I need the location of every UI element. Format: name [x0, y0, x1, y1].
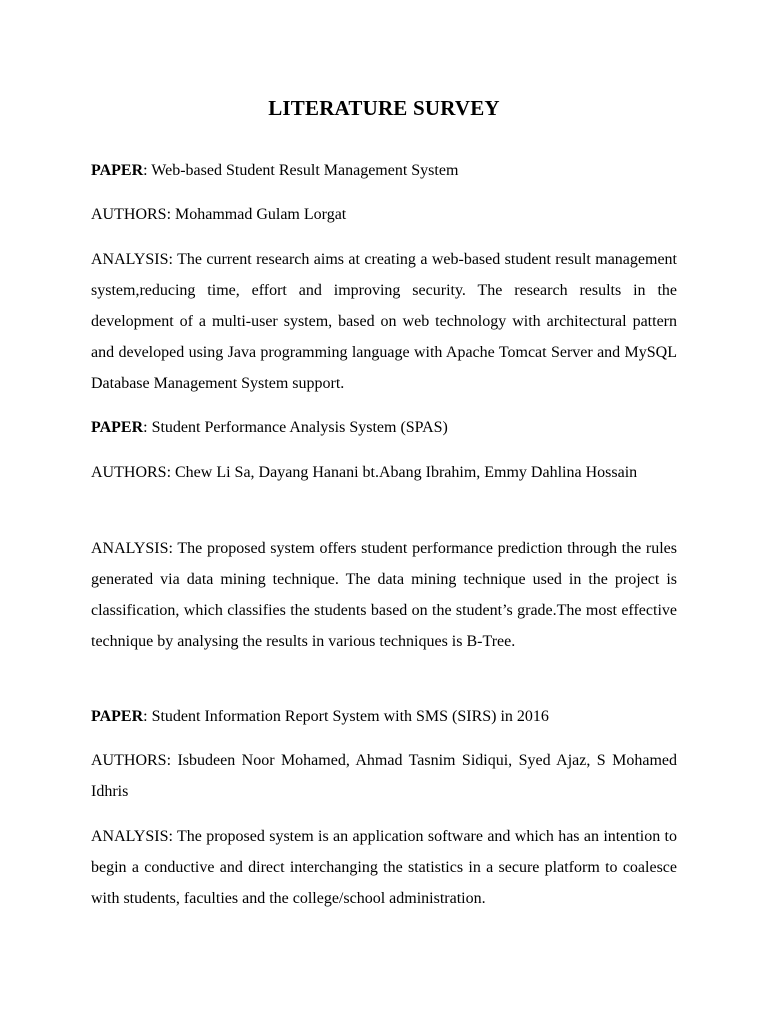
paper-line	[91, 412, 677, 443]
analysis-paragraph: ANALYSIS: The proposed system is an application software and which has an intention to begin a conductive and direct interchanging the statistics in a secure platform to coalesce with students, faculties and the college/school administration.	[91, 828, 677, 907]
paper-line	[91, 155, 677, 186]
analysis-paragraph: ANALYSIS: The current research aims at creating a web-based student result management system,reducing time, effort and improving security. The research results in the development of a multi-user system, based on web technology with architectural pattern and developed using Java programming language with Apache Tomcat Server and MySQL Database Management System support.	[91, 251, 677, 392]
page-title: LITERATURE SURVEY	[268, 96, 500, 120]
authors-line: AUTHORS: Mohammad Gulam Lorgat	[91, 206, 347, 223]
paper-label: PAPER	[91, 708, 144, 725]
paper-title: : Student Performance Analysis System (SPAS)	[143, 419, 448, 436]
authors-line: AUTHORS: Isbudeen Noor Mohamed, Ahmad Tasnim Sidiqui, Syed Ajaz, S Mohamed Idhris	[91, 752, 677, 800]
authors-line: AUTHORS: Chew Li Sa, Dayang Hanani bt.Abang Ibrahim, Emmy Dahlina Hossain	[91, 464, 638, 481]
paper-title: : Web-based Student Result Management System	[143, 162, 459, 179]
paper-label: PAPER	[91, 419, 144, 436]
paper-title: : Student Information Report System with SMS (SIRS) in 2016	[143, 708, 549, 725]
paper-label: PAPER	[91, 162, 144, 179]
analysis-paragraph: ANALYSIS: The proposed system offers student performance prediction through the rules generated via data mining technique. The data mining technique used in the project is classification, which classifies the students based on the student’s grade.The most effective technique by analysing the results in various techniques is B-Tree.	[91, 540, 677, 650]
paper-line	[91, 701, 677, 732]
